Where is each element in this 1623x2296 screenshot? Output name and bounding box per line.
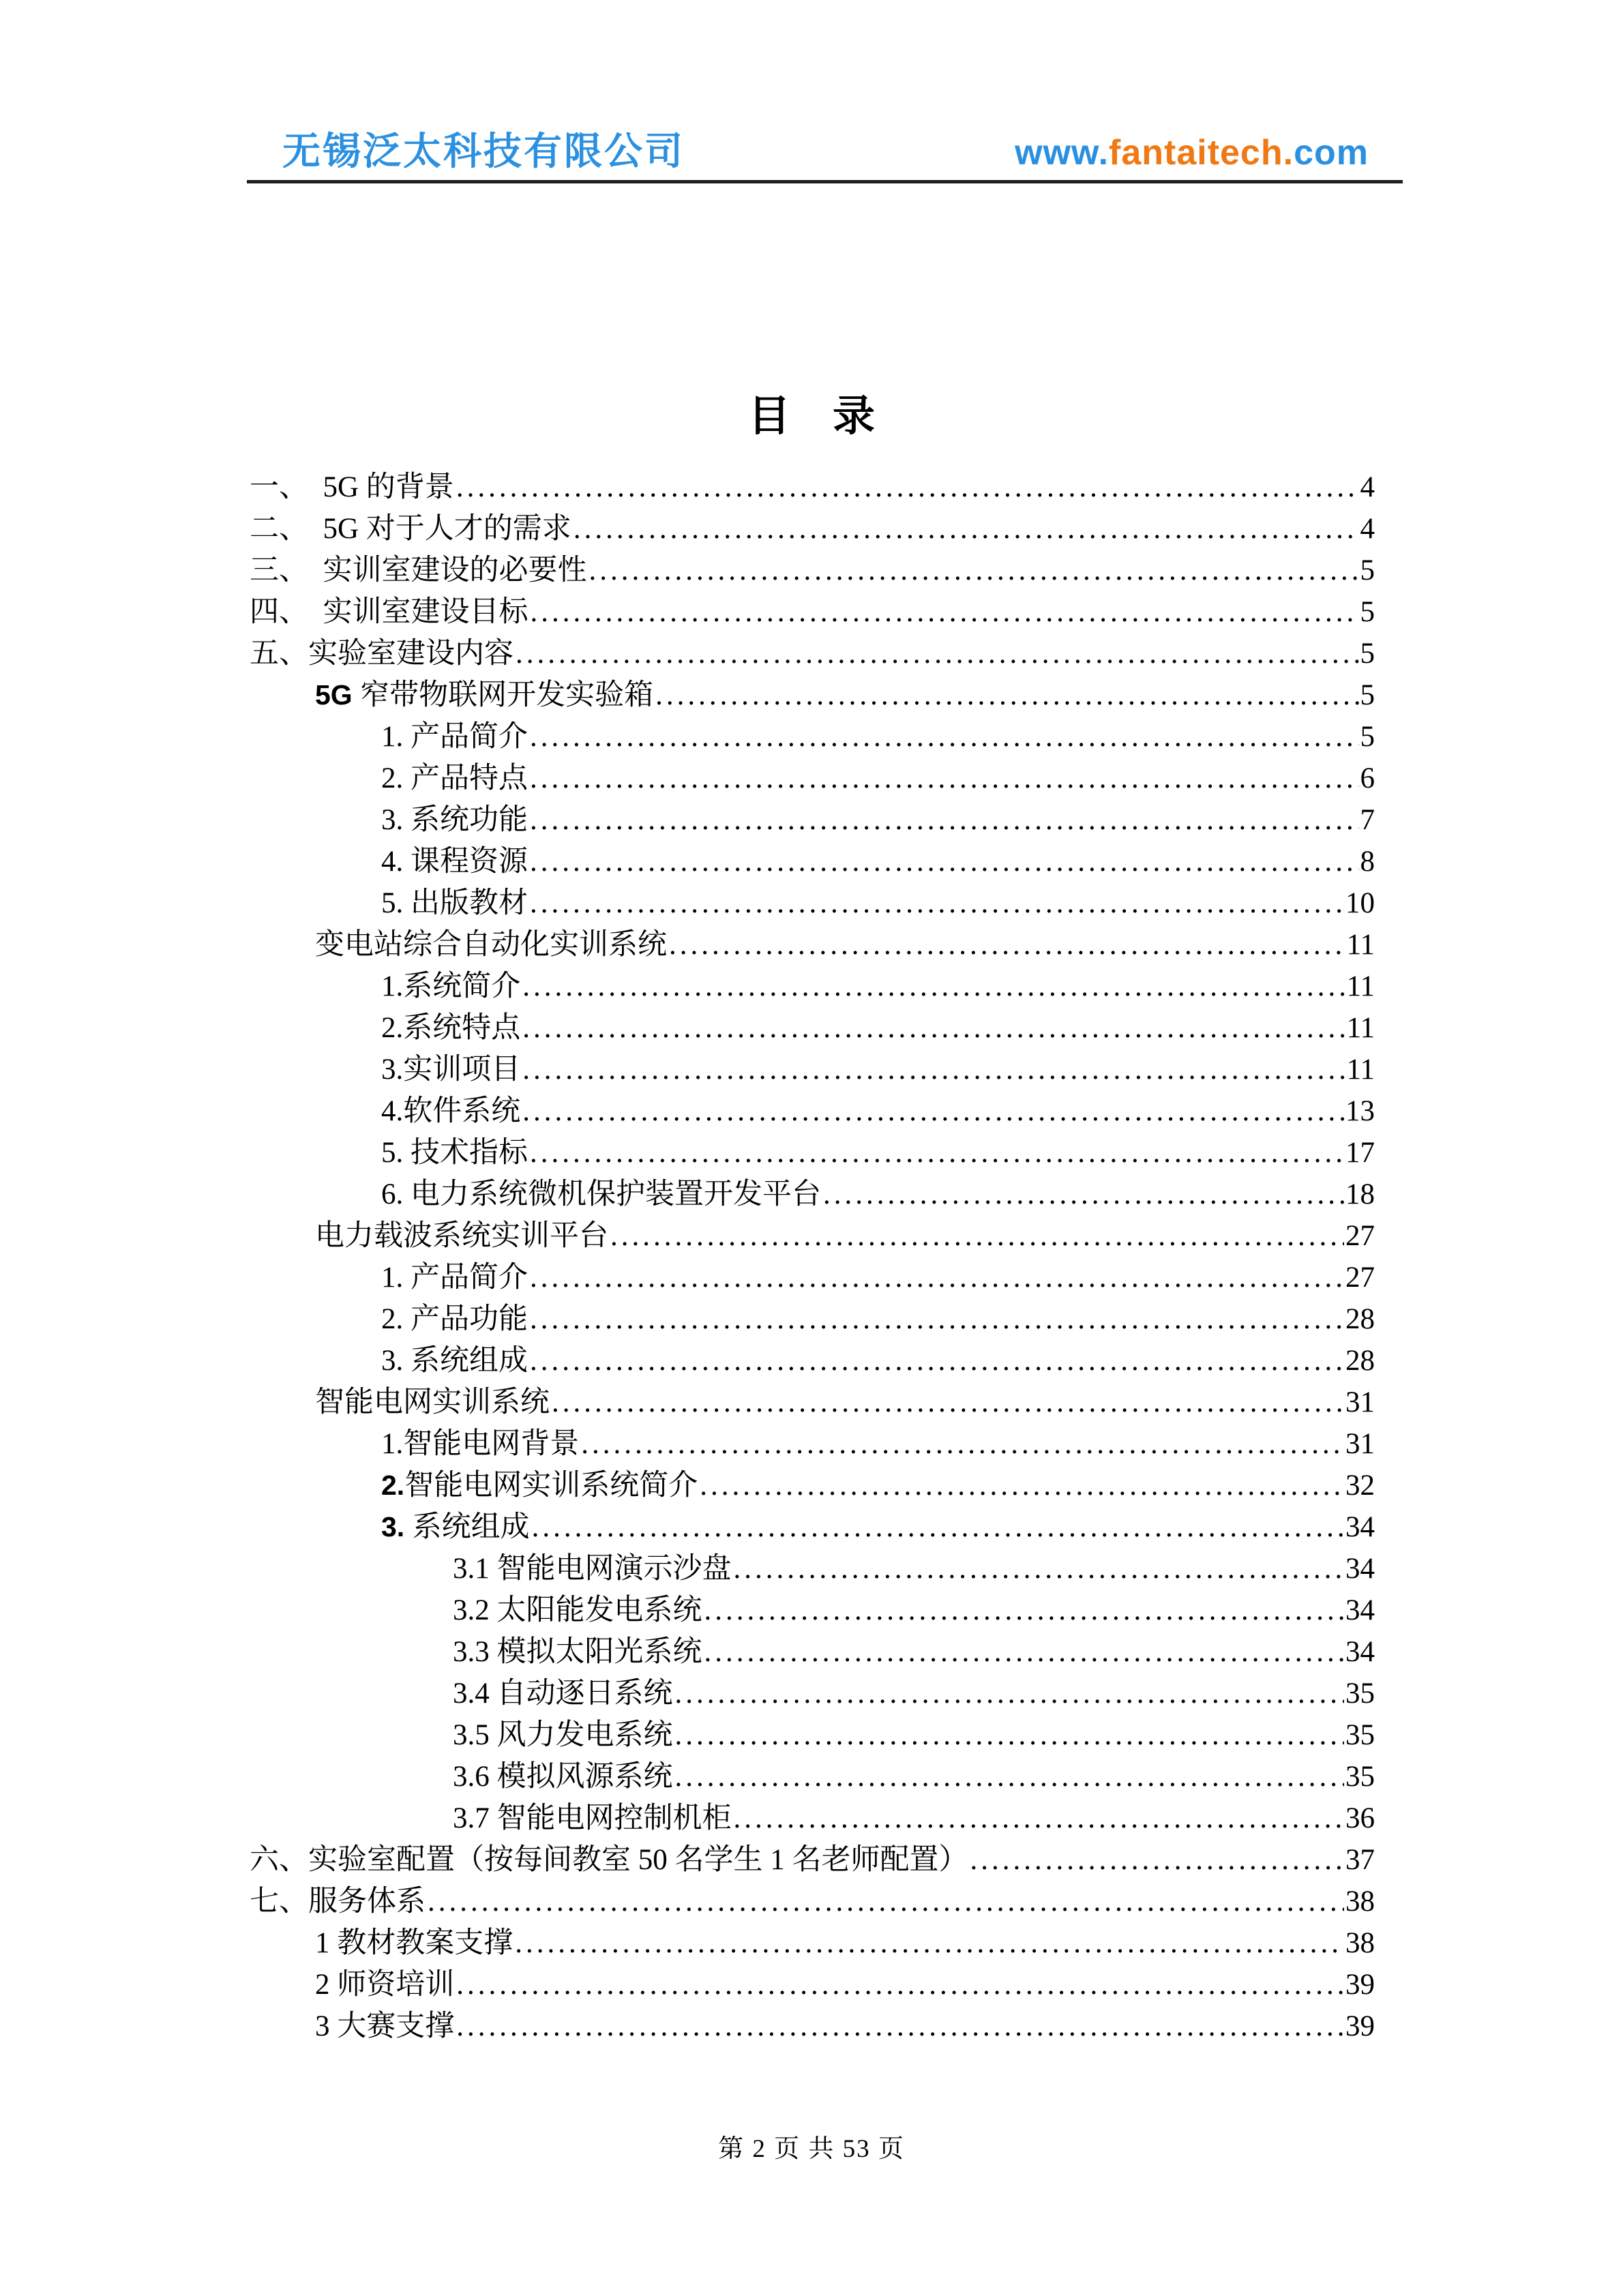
toc-entry-label: 智能电网实训系统 [315,1386,550,1418]
header-divider-line [247,180,1403,183]
toc-entry[interactable] [250,799,1375,841]
toc-entry-page: 7 [1360,804,1375,836]
toc-entry-page: 5 [1360,638,1375,670]
toc-entry-label: 4.软件系统 [381,1095,521,1127]
toc-entry[interactable] [250,1631,1375,1673]
toc-entry-page: 5 [1360,596,1375,628]
toc-entry-prefix: 2. [381,1470,405,1501]
toc-entry-label: 2 师资培训 [315,1969,455,2001]
toc-entry-page: 38 [1345,1885,1375,1918]
toc-entry-prefix: 3. [381,1511,413,1542]
toc-entry-label: 3.5 风力发电系统 [453,1719,673,1751]
toc-entry[interactable] [250,674,1375,716]
toc-entry-label: 1 教材教案支撑 [315,1927,513,1959]
toc-entry-page: 28 [1345,1303,1375,1335]
toc-entry-page: 4 [1360,471,1375,503]
toc-entry[interactable] [250,2006,1375,2047]
toc-entry-page: 38 [1345,1927,1375,1959]
toc-entry-label: 1.系统简介 [381,970,521,1002]
toc-entry-prefix: 5G [315,679,361,711]
toc-leader-dots [530,1298,1344,1340]
toc-leader-dots [515,1922,1344,1964]
toc-entry-page: 8 [1360,846,1375,878]
toc-entry-label: 电力载波系统实训平台 [315,1220,608,1252]
page-footer [0,2128,1623,2164]
toc-entry-page: 37 [1345,1844,1375,1876]
toc-entry-page: 34 [1345,1636,1375,1668]
toc-entry-page: 5 [1360,554,1375,586]
toc-leader-dots [704,1631,1345,1673]
toc-entry-label: 六、实验室配置（按每间教室 50 名学生 1 名老师配置） [250,1844,968,1876]
toc-leader-dots [530,1257,1344,1298]
toc-entry-page: 11 [1346,929,1375,961]
toc-entry[interactable] [250,1257,1375,1298]
toc-leader-dots [456,1964,1344,2006]
toc-entry-page: 18 [1345,1178,1375,1210]
toc-leader-dots [700,1465,1344,1506]
toc-entry[interactable] [250,966,1375,1007]
website-tld: com [1294,133,1369,173]
toc-leader-dots [428,1881,1344,1922]
toc-entry-page: 5 [1360,679,1375,711]
toc-leader-dots [675,1756,1345,1798]
toc-entry-page: 36 [1345,1802,1375,1834]
toc-entry-label: 2. 产品功能 [381,1303,528,1335]
website-domain: fantaitech. [1109,133,1294,173]
toc-entry-page: 35 [1345,1678,1375,1710]
toc-entry[interactable] [250,716,1375,758]
toc-entry[interactable] [250,1049,1375,1090]
toc-entry[interactable] [250,1132,1375,1174]
toc-entry-label: 3.6 模拟风源系统 [453,1761,673,1793]
toc-leader-dots [530,799,1359,841]
toc-entry-label: 四、 实训室建设目标 [250,596,528,628]
toc-entry[interactable] [250,924,1375,966]
toc-entry-label: 3.1 智能电网演示沙盘 [453,1553,732,1585]
toc-entry-label: 1. 产品简介 [381,721,528,753]
toc-entry[interactable] [250,1465,1375,1506]
toc-entry-label: 1.智能电网背景 [381,1428,580,1460]
toc-entry-label: 二、 5G 对于人才的需求 [250,513,571,545]
toc-leader-dots [522,966,1345,1007]
toc-entry-page: 35 [1345,1761,1375,1793]
toc-entry-page: 35 [1345,1719,1375,1751]
toc-entry-label: 3.2 太阳能发电系统 [453,1594,702,1626]
toc-leader-dots [530,882,1344,924]
toc-leader-dots [530,716,1359,758]
toc-entry-page: 31 [1345,1386,1375,1418]
toc-entry-label: 4. 课程资源 [381,846,528,878]
toc-entry[interactable] [250,1382,1375,1423]
toc-entry-page: 11 [1346,1012,1375,1044]
toc-entry[interactable] [250,1215,1375,1257]
toc-entry-page: 32 [1345,1470,1375,1502]
footer-page-indicator: 第 2 页 共 53 页 [718,2135,905,2163]
toc-leader-dots [734,1548,1345,1590]
toc-leader-dots [589,550,1359,591]
toc-entry-page: 17 [1345,1137,1375,1169]
toc-entry[interactable] [250,1548,1375,1590]
toc-entry-label: 2.系统特点 [381,1012,521,1044]
toc-entry-page: 39 [1345,2010,1375,2042]
toc-entry[interactable] [250,1714,1375,1756]
toc-entry[interactable] [250,1839,1375,1881]
toc-entry[interactable] [250,591,1375,633]
toc-entry-label: 七、服务体系 [250,1885,426,1918]
toc-leader-dots [581,1423,1344,1465]
toc-leader-dots [552,1382,1344,1423]
toc-leader-dots [530,758,1359,799]
website-prefix: www. [1015,133,1110,173]
toc-leader-dots [734,1798,1345,1839]
toc-entry-label: 3.3 模拟太阳光系统 [453,1636,702,1668]
toc-entry-page: 10 [1345,887,1375,919]
toc-leader-dots [675,1673,1345,1714]
toc-entry-page: 34 [1345,1594,1375,1626]
toc-leader-dots [574,508,1359,550]
company-name: 无锡泛太科技有限公司 [282,130,685,173]
toc-entry[interactable] [250,1174,1375,1215]
toc-entry-page: 27 [1345,1220,1375,1252]
toc-entry[interactable] [250,758,1375,799]
toc-entry-label: 6. 电力系统微机保护装置开发平台 [381,1178,821,1210]
toc-entry[interactable] [250,1756,1375,1798]
toc-entry[interactable] [250,1964,1375,2006]
toc-entry[interactable] [250,550,1375,591]
toc-entry[interactable] [250,841,1375,882]
toc-entry-label: 1. 产品简介 [381,1262,528,1294]
toc-entry-label: 三、 实训室建设的必要性 [250,554,587,586]
toc-entry-label: 窄带物联网开发实验箱 [360,679,654,711]
toc-entry[interactable] [250,633,1375,674]
toc-entry[interactable] [250,1423,1375,1465]
toc-entry-page: 6 [1360,762,1375,794]
toc-entry-label: 变电站综合自动化实训系统 [315,929,667,961]
toc-leader-dots [522,1090,1344,1132]
toc-entry-page: 11 [1346,970,1375,1002]
toc-entry[interactable] [250,1881,1375,1922]
toc-entry-label: 5. 出版教材 [381,887,528,919]
toc-entry-page: 4 [1360,513,1375,545]
toc-leader-dots [970,1839,1345,1881]
toc-entry-label: 3 大赛支撑 [315,2010,455,2042]
toc-entry[interactable] [250,1922,1375,1964]
toc-leader-dots [704,1590,1345,1631]
toc-leader-dots [530,1340,1344,1382]
toc-leader-dots [675,1714,1345,1756]
website-link[interactable] [1015,132,1369,173]
toc-leader-dots [530,841,1359,882]
toc-entry-label: 系统组成 [412,1511,530,1543]
toc-leader-dots [522,1049,1345,1090]
toc-entry[interactable] [250,1798,1375,1839]
toc-leader-dots [522,1007,1345,1049]
toc-entry-label: 一、 5G 的背景 [250,471,454,503]
toc-leader-dots [530,1132,1344,1174]
page-title: 目 录 [747,393,875,440]
toc-entry[interactable] [250,1007,1375,1049]
toc-leader-dots [532,1506,1344,1548]
toc-entry-label: 2. 产品特点 [381,762,528,794]
toc-leader-dots [823,1174,1344,1215]
toc-entry[interactable] [250,1298,1375,1340]
toc-entry-page: 28 [1345,1345,1375,1377]
toc-entry[interactable] [250,882,1375,924]
toc-entry-label: 5. 技术指标 [381,1137,528,1169]
toc-entry-page: 34 [1345,1553,1375,1585]
toc-entry-label: 3. 系统组成 [381,1345,528,1377]
toc-entry-label: 3.实训项目 [381,1054,521,1086]
toc-entry[interactable] [250,1590,1375,1631]
toc-entry[interactable] [250,466,1375,508]
toc-list [250,466,1375,2047]
toc-entry-page: 13 [1345,1095,1375,1127]
toc-entry-page: 27 [1345,1262,1375,1294]
toc-leader-dots [516,633,1359,674]
toc-entry-page: 39 [1345,1969,1375,2001]
toc-leader-dots [456,2006,1344,2047]
toc-entry[interactable] [250,1340,1375,1382]
toc-entry[interactable] [250,1090,1375,1132]
toc-leader-dots [531,591,1359,633]
toc-entry-page: 31 [1345,1428,1375,1460]
toc-leader-dots [456,466,1359,508]
toc-entry[interactable] [250,508,1375,550]
toc-entry-label: 3.4 自动逐日系统 [453,1678,673,1710]
toc-entry-label: 智能电网实训系统简介 [404,1470,698,1502]
page-header [247,121,1403,176]
toc-entry-label: 3.7 智能电网控制机柜 [453,1802,732,1834]
toc-leader-dots [655,674,1358,716]
toc-entry[interactable] [250,1506,1375,1548]
toc-leader-dots [610,1215,1344,1257]
toc-entry-page: 34 [1345,1511,1375,1543]
toc-entry-label: 3. 系统功能 [381,804,528,836]
toc-entry[interactable] [250,1673,1375,1714]
toc-entry-page: 11 [1346,1054,1375,1086]
toc-leader-dots [669,924,1345,966]
toc-entry-page: 5 [1360,721,1375,753]
toc-entry-label: 五、实验室建设内容 [250,638,513,670]
